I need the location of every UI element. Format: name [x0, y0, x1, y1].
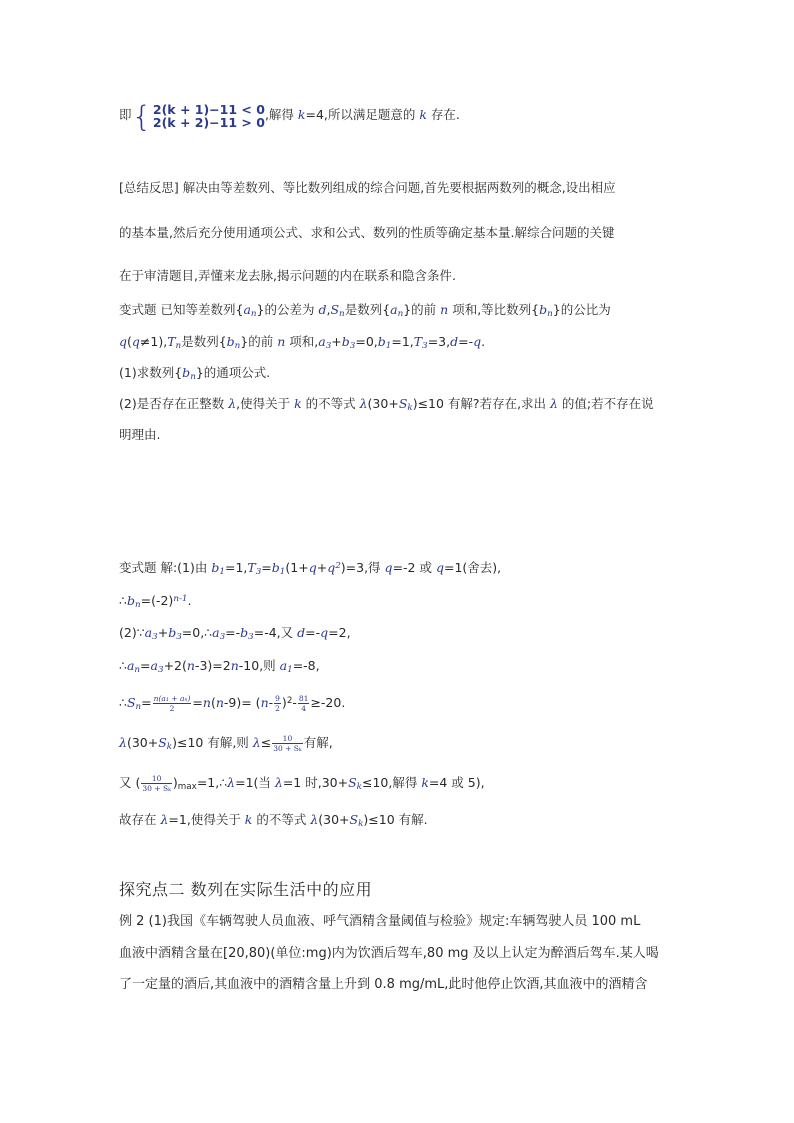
var-S-k: $S_k$	[349, 812, 364, 830]
solution-line-7	[119, 772, 485, 798]
intro-text: 即	[119, 107, 132, 122]
var-n: n	[230, 658, 239, 673]
var-S-k: $S_k$	[348, 775, 362, 793]
text-frag: 是数列{	[344, 302, 391, 317]
var-a1: $a_1$	[279, 658, 293, 676]
text-frag: 变式题 解:(1)由	[119, 559, 212, 575]
var-k: k	[421, 775, 429, 790]
text-frag: 存在.	[426, 107, 460, 122]
max-fraction	[141, 774, 171, 793]
solution-line-5: $\therefore S_n=$ $\frac{\text{n(a₁ + aₙ)}}{2}$ =n(n-9)= (n- $\frac{9}{2}$ )$^2$- $\frac{81}{4}$ ≥-20.	[119, 693, 346, 713]
var-S-n: $S_n$	[126, 694, 142, 713]
text-frag: =-4,又	[253, 625, 298, 640]
var-a-n: $a_n$	[243, 302, 257, 320]
var-d: d	[297, 625, 306, 640]
var-a3: $a_3$	[150, 658, 164, 676]
text-frag: }的公比为	[552, 302, 611, 317]
var-q: q	[320, 625, 329, 640]
var-lambda: λ	[227, 775, 236, 790]
fraction-denominator: 30 + Sₖ	[142, 784, 171, 793]
text-frag: ≤	[260, 735, 272, 750]
var-n: n	[440, 302, 449, 317]
text-frag: -9)= (	[223, 694, 261, 710]
var-lambda: λ	[119, 735, 127, 750]
variant-line-3	[119, 365, 270, 385]
text-frag: )	[172, 775, 178, 790]
var-b3: $b_3$	[341, 334, 356, 352]
summary-line-2: 的基本量,然后充分使用通项公式、求和公式、数列的性质等确定基本量.解综合问题的关键	[119, 225, 615, 240]
fraction-numerator: 10	[272, 734, 302, 744]
text-frag: -10,则	[238, 658, 280, 673]
inequality-cases	[153, 103, 265, 129]
text-frag: =0,∴	[181, 625, 213, 640]
var-q: q	[119, 334, 128, 349]
text-frag: ∴	[119, 658, 127, 673]
case-1: 2(k + 1)−11 < 0	[152, 101, 265, 117]
var-n: n	[186, 658, 195, 673]
fraction-numerator: n(a₁ + aₙ)	[153, 693, 191, 703]
text-frag: ≤10,解得	[361, 775, 422, 790]
text-frag: }的前	[403, 302, 441, 317]
example-line-1: 例 2 (1)我国《车辆驾驶人员血液、呼气酒精含量阈值与检验》规定:车辆驾驶人员 100 mL	[119, 914, 641, 929]
fraction-denominator: 2	[169, 703, 175, 713]
var-q: q	[131, 334, 140, 349]
case-system-line	[119, 98, 460, 133]
text-frag: 故存在	[119, 812, 161, 827]
var-lambda: λ	[310, 812, 319, 827]
text-frag: =4,所以满足题意的	[305, 107, 420, 122]
var-lambda: λ	[160, 812, 169, 827]
text-frag: =-2 或	[392, 559, 436, 575]
var-a3: $a_3$	[212, 625, 226, 643]
summary-line-3: 在于审清题目,弄懂来龙去脉,揭示问题的内在联系和隐含条件.	[119, 268, 456, 283]
var-lambda: λ	[252, 735, 261, 750]
var-S-n: $S_n$	[330, 302, 345, 320]
var-lambda: λ	[359, 396, 368, 411]
fraction-numerator: 10	[141, 774, 171, 784]
var-b-n: $b_n$	[539, 302, 553, 320]
solution-line-1: 变式题 解:(1)由 $b_1=1,T_3=b_1(1+q+q^2)=3$,得 q=-2 或 q=1(舍去),	[119, 559, 502, 578]
variant-line-5: 明理由.	[119, 427, 161, 442]
text-frag: =1,∴	[196, 775, 228, 790]
text-frag: =1(当	[235, 775, 275, 790]
var-b-n: $b_n$	[182, 365, 196, 383]
var-d: d	[318, 302, 327, 317]
text-frag: =1,	[224, 559, 248, 575]
text-frag: (30+	[126, 735, 159, 750]
var-b1: $b_1$	[211, 559, 225, 578]
var-n: n	[202, 694, 211, 710]
text-frag: ∴	[119, 694, 127, 710]
summary-line-1: [总结反思] 解决由等差数列、等比数列组成的综合问题,首先要根据两数列的概念,设出相应	[119, 180, 616, 195]
var-q: q	[308, 559, 317, 575]
text-frag: =3,	[427, 334, 451, 349]
text-frag: =-	[458, 334, 474, 349]
var-n: n	[277, 334, 286, 349]
text-frag: 变式题 已知等差数列{	[119, 302, 244, 317]
var-q: q	[384, 559, 393, 575]
var-b1: $b_1$	[271, 559, 286, 578]
eighty-one-quarters-fraction	[298, 694, 310, 713]
example-line-2: 血液中酒精含量在[20,80)(单位:mg)内为饮酒后驾车,80 mg 及以上认定为醉酒后驾车.某人喝	[119, 946, 659, 961]
text-frag: =0,	[355, 334, 378, 349]
var-a3: $a_3$	[318, 334, 332, 352]
bound-fraction	[272, 734, 302, 753]
var-k: k	[419, 107, 427, 122]
text-frag: =	[192, 694, 203, 710]
text-frag: ∴	[119, 592, 127, 608]
text-frag: )=3,得	[340, 559, 385, 575]
left-brace: {	[131, 98, 152, 133]
example-line-3: 了一定量的酒后,其血液中的酒精含量上升到 0.8 mg/mL,此时他停止饮酒,其血液中的酒精含	[119, 977, 648, 992]
text-frag: }的通项公式.	[195, 365, 271, 380]
text-frag: ,解得	[264, 107, 298, 122]
var-S-k: $S_k$	[398, 396, 413, 414]
text-frag: (30+	[367, 396, 399, 411]
var-b3: $b_3$	[240, 625, 254, 643]
text-frag: 有解,	[303, 735, 333, 750]
text-frag: -3)=2	[194, 658, 231, 673]
text-frag: )≤10 有解?若存在,求出	[412, 396, 551, 411]
sum-fraction	[153, 694, 192, 713]
fraction-numerator: 9	[275, 693, 280, 703]
var-k: k	[294, 396, 302, 411]
case-2: 2(k + 2)−11 > 0	[152, 114, 265, 130]
var-lambda: λ	[550, 396, 558, 411]
text-frag: 项和,	[285, 334, 319, 349]
solution-line-4: $\therefore a_n=a_3+2(n-3)=2n-10$,则 $a_1=-8$,	[119, 658, 320, 676]
text-frag: (	[210, 694, 216, 710]
text-frag: (2)∵	[119, 625, 145, 640]
solution-line-8	[119, 812, 428, 832]
text-frag: 的不等式	[252, 812, 311, 827]
text-frag: 又 (	[119, 775, 141, 790]
variant-line-1: 变式题 已知等差数列$\{a_n\}$的公差为 $d,S_n$是数列$\{a_n\}$的前 n 项和,等比数列$\{b_n\}$的公比为	[119, 302, 611, 320]
variant-line-2: $q(q\ne 1),T_n$是数列$\{b_n\}$的前 n 项和$,a_3+b_3=0,b_1=1,T_3=3,d=-q$.	[119, 334, 486, 352]
solution-line-2	[119, 591, 191, 613]
var-b1: $b_1$	[377, 334, 392, 352]
text-frag: (2)是否存在正整数	[119, 396, 229, 411]
var-q: q	[473, 334, 482, 349]
text-frag: 的值;若不存在说	[557, 396, 654, 411]
fraction-denominator: 2	[275, 703, 280, 713]
text-frag: =-	[305, 625, 321, 640]
text-frag: 是数列{	[181, 334, 227, 349]
fraction-denominator: 4	[301, 703, 307, 713]
var-lambda: λ	[274, 775, 283, 790]
var-b3: $b_3$	[168, 625, 182, 643]
var-T3: $T_3$	[413, 334, 428, 352]
text-frag: =1,	[391, 334, 414, 349]
exponent: 2	[286, 696, 293, 706]
var-a-n: $a_n$	[390, 302, 404, 320]
nine-halves-fraction	[274, 694, 281, 713]
var-q-sq: $q^2$	[327, 559, 341, 575]
text-frag: .	[187, 592, 192, 608]
text-frag: =2,	[328, 625, 351, 640]
var-b-n: $b_n$	[126, 592, 141, 611]
max-subscript: max	[177, 782, 197, 793]
var-lambda: λ	[228, 396, 237, 411]
text-frag: ≥-20.	[310, 694, 346, 710]
text-frag: 的不等式	[301, 396, 360, 411]
exponent: n-1	[173, 594, 188, 604]
text-frag: ≠1),	[139, 334, 168, 349]
variant-line-4	[119, 396, 654, 416]
var-T-n: $T_n$	[167, 334, 182, 352]
var-S-k: $S_k$	[158, 735, 173, 753]
section-heading: 探究点二 数列在实际生活中的应用	[119, 880, 373, 899]
text-frag: =1,使得关于	[168, 812, 245, 827]
text-frag: =1 时,30+	[282, 775, 349, 790]
text-frag: )≤10 有解,则	[172, 735, 253, 750]
var-n: n	[260, 694, 269, 710]
text-frag: +2(	[163, 658, 187, 673]
fraction-denominator: 30 + Sₖ	[273, 744, 302, 753]
fraction-numerator: 81	[298, 693, 309, 703]
text-frag: (1+	[285, 559, 309, 575]
var-n: n	[215, 694, 224, 710]
text-frag: =-	[225, 625, 241, 640]
text-frag: =4 或 5),	[428, 775, 485, 790]
var-b-n: $b_n$	[226, 334, 241, 352]
text-frag: =1(舍去),	[443, 559, 502, 575]
text-frag: =-8,	[292, 658, 320, 673]
text-frag: }的公差为	[256, 302, 319, 317]
text-frag: )	[281, 694, 287, 710]
var-k: k	[297, 107, 306, 122]
text-frag: (1)求数列{	[119, 365, 183, 380]
text-frag: ,使得关于	[236, 396, 295, 411]
solution-line-3: $(2)\because a_3+b_3=0,\therefore a_3=-b_3=-4$,又 d=-q=2,	[119, 625, 351, 643]
var-a-n: $a_n$	[126, 658, 141, 676]
text-frag: 项和,等比数列{	[448, 302, 540, 317]
text-frag: }的前	[240, 334, 278, 349]
solution-line-6	[119, 732, 333, 758]
var-a3: $a_3$	[144, 625, 158, 643]
var-q: q	[435, 559, 444, 575]
text-frag: (30+	[318, 812, 350, 827]
var-k: k	[244, 812, 253, 827]
text-frag: )≤10 有解.	[363, 812, 428, 827]
text-frag: =(-2)	[140, 592, 174, 608]
var-T3: $T_3$	[247, 559, 262, 578]
var-d: d	[450, 334, 459, 349]
